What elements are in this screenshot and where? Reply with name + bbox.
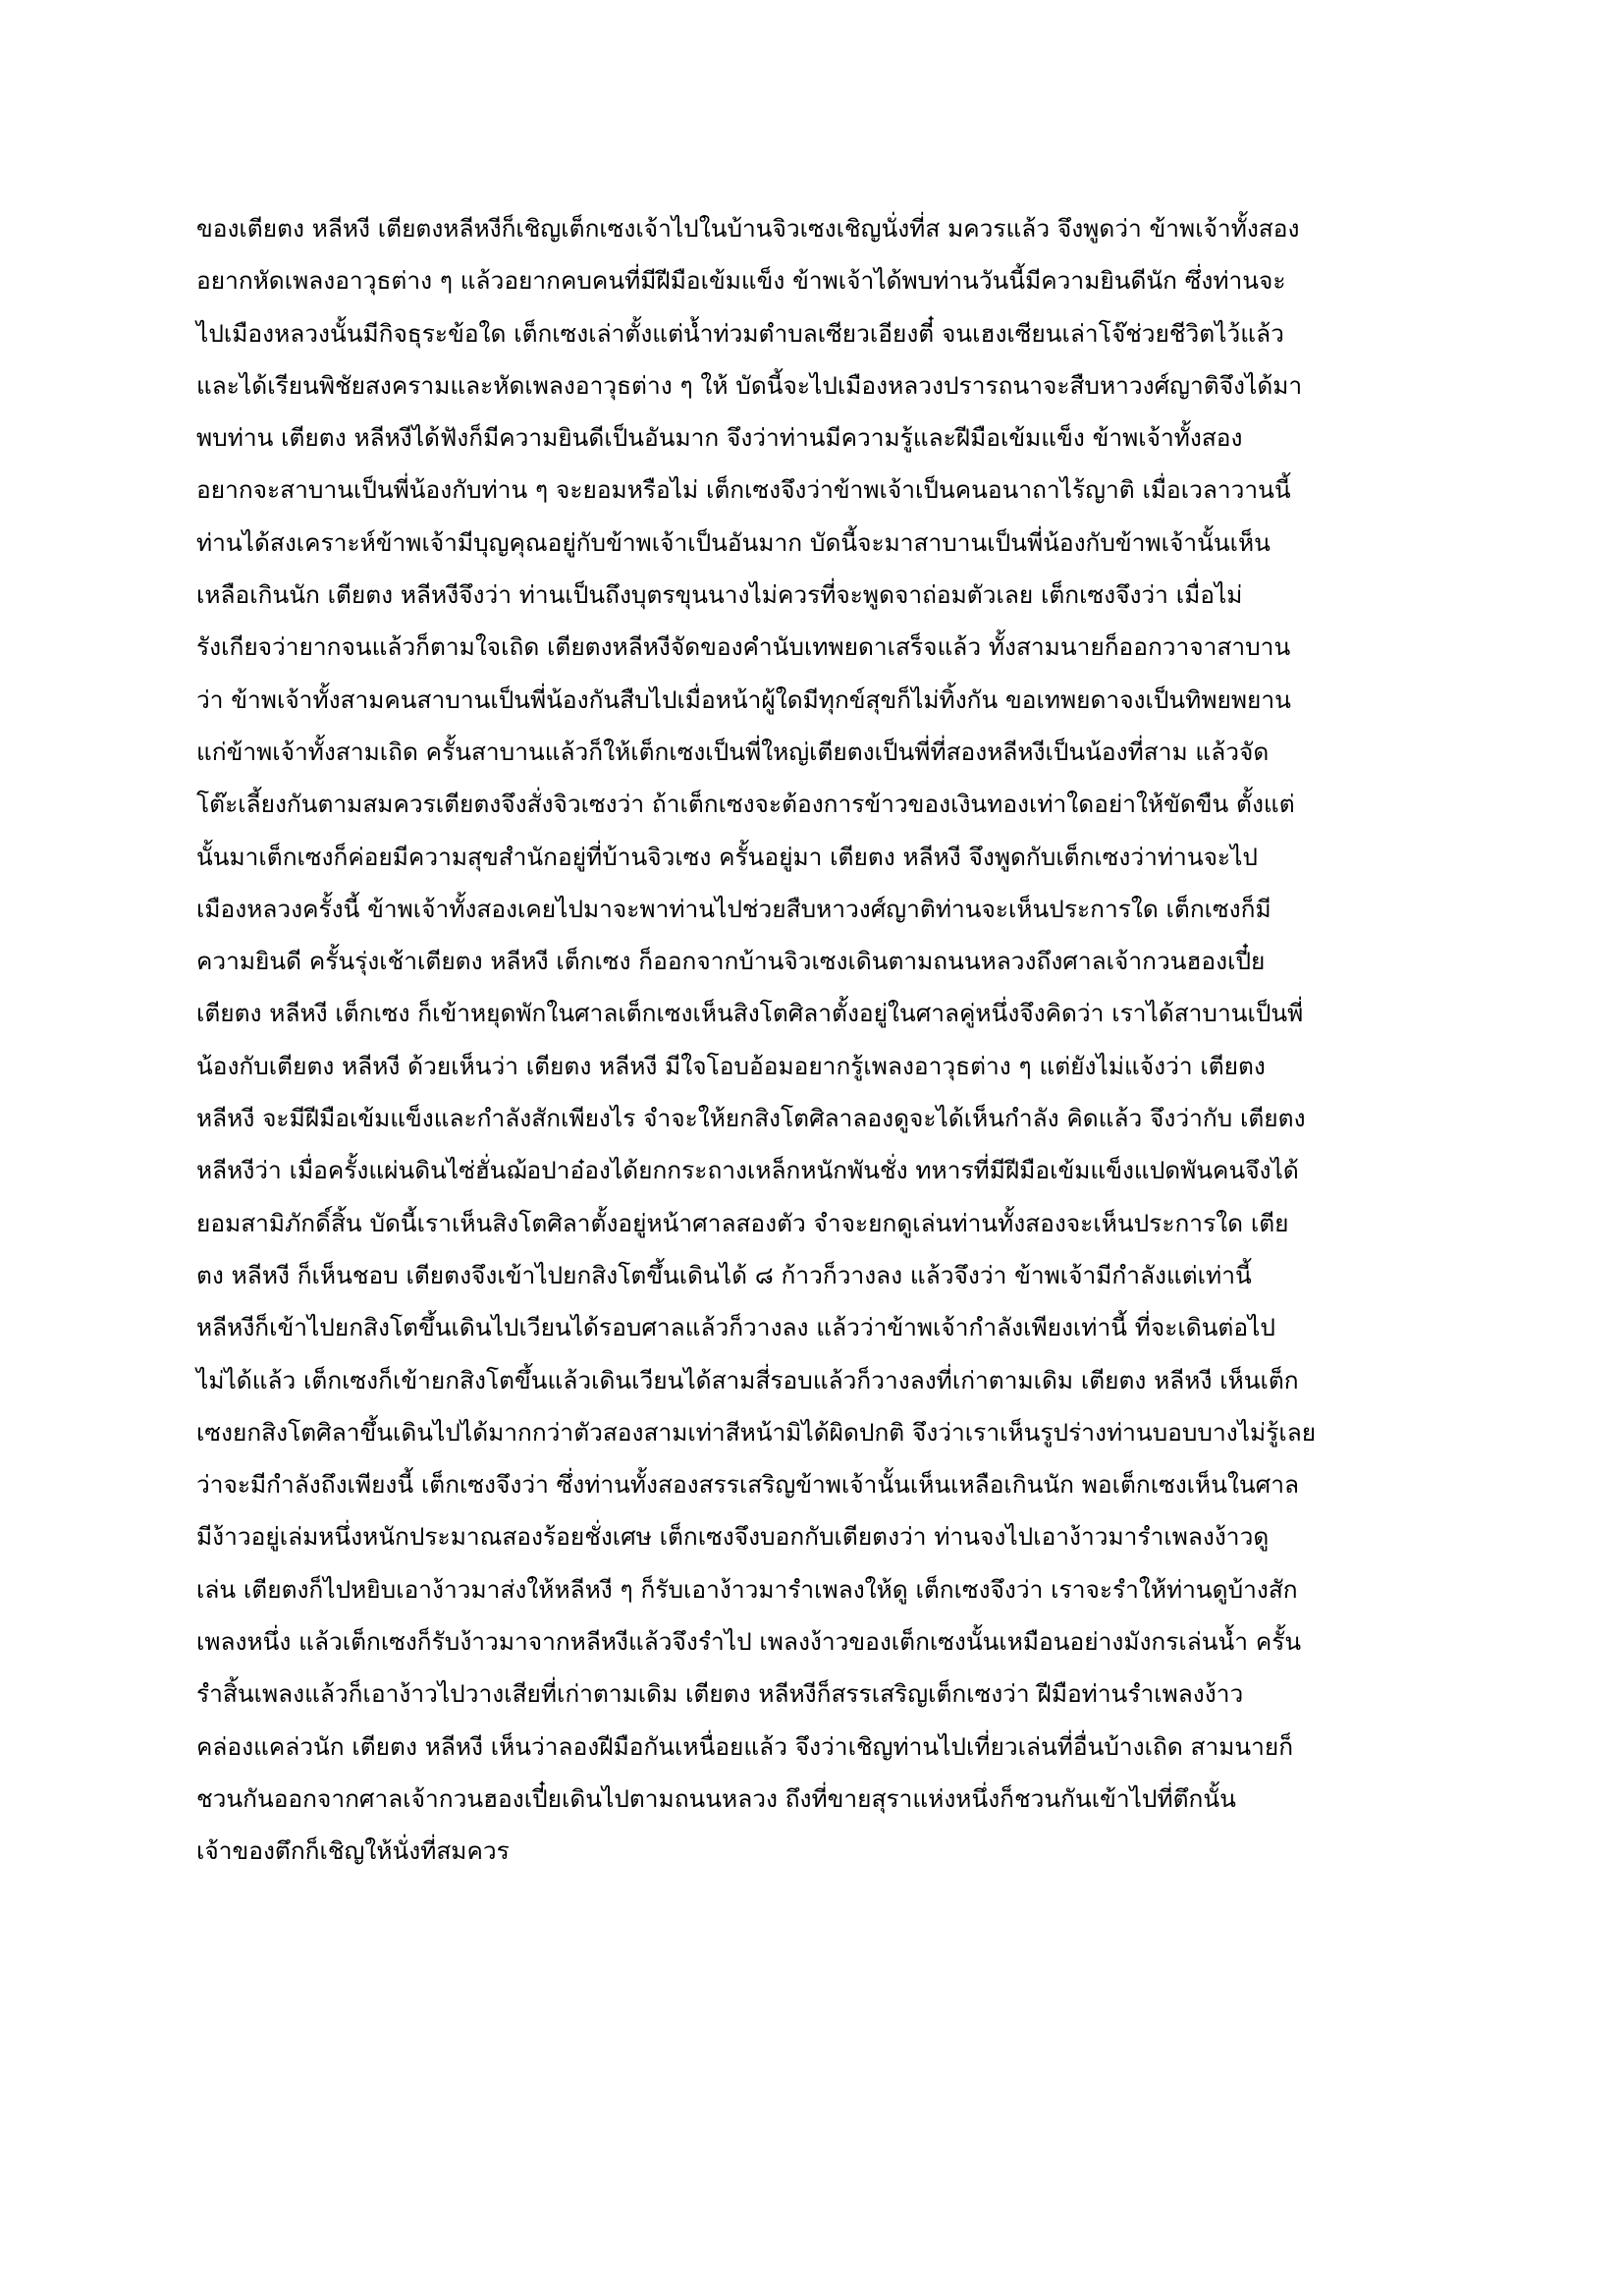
text-line: เซงยกสิงโตศิลาขึ้นเดินไปได้มากกว่าตัวสองสามเท่าสีหน้ามิได้ผิดปกติ จึงว่าเราเห็นรูปร่างท่านบอบบางไม่รู้เลย <box>196 1417 1317 1447</box>
text-line: เล่น เตียตงก็ไปหยิบเอาง้าวมาส่งให้หลีหงี ๆ ก็รับเอาง้าวมารำเพลงให้ดู เต็กเซงจึงว่า เราจะรำให้ท่านดูบ้างสัก <box>196 1574 1298 1604</box>
body-text <box>196 202 1443 1878</box>
text-line: หลีหงีว่า เมื่อครั้งแผ่นดินไซ่ฮั่นฌ้อปาอ๋องได้ยกกระถางเหล็กหนักพันชั่ง ทหารที่มีฝีมือเข้มแข็งแปดพันคนจึงได้ <box>196 1156 1299 1185</box>
text-line: แก่ข้าพเจ้าทั้งสามเถิด ครั้นสาบานแล้วก็ให้เต็กเซงเป็นพี่ใหญ่เตียตงเป็นพี่ที่สองหลีหงีเป็นน้องที่สาม แล้วจัด <box>196 737 1270 766</box>
text-line: เตียตง หลีหงี เต็กเซง ก็เข้าหยุดพักในศาลเต็กเซงเห็นสิงโตศิลาตั้งอยู่ในศาลคู่หนึ่งจึงคิดว่า เราได้สาบานเป็นพี่ <box>196 999 1304 1028</box>
text-line: ไม่ได้แล้ว เต็กเซงก็เข้ายกสิงโตขึ้นแล้วเดินเวียนได้สามสี่รอบแล้วก็วางลงที่เก่าตามเดิม เตียตง หลีหงี เห็นเต็ก <box>196 1365 1299 1394</box>
text-line: หลีหงีก็เข้าไปยกสิงโตขึ้นเดินไปเวียนได้รอบศาลแล้วก็วางลง แล้วว่าข้าพเจ้ากำลังเพียงเท่านี้ ที่จะเดินต่อไป <box>196 1313 1275 1342</box>
text-line: ว่า ข้าพเจ้าทั้งสามคนสาบานเป็นพี่น้องกันสืบไปเมื่อหน้าผู้ใดมีทุกข์สุขก็ไม่ทิ้งกัน ขอเทพยดาจงเป็นทิพยพยาน <box>196 684 1291 714</box>
text-line: พบท่าน เตียตง หลีหงีได้ฟังก็มีความยินดีเป็นอันมาก จึงว่าท่านมีความรู้และฝีมือเข้มแข็ง ข้าพเจ้าทั้งสอง <box>196 423 1243 453</box>
text-line: ว่าจะมีกำลังถึงเพียงนี้ เต็กเซงจึงว่า ซึ่งท่านทั้งสองสรรเสริญข้าพเจ้านั้นเห็นเหลือเกินนัก พอเต็กเซงเห็นในศาล <box>196 1470 1299 1500</box>
text-line: นั้นมาเต็กเซงก็ค่อยมีความสุขสำนักอยู่ที่บ้านจิวเซง ครั้นอยู่มา เตียตง หลีหงี จึงพูดกับเต็กเซงว่าท่านจะไป <box>196 842 1258 871</box>
text-line: น้องกับเตียตง หลีหงี ด้วยเห็นว่า เตียตง หลีหงี มีใจโอบอ้อมอยากรู้เพลงอาวุธต่าง ๆ แต่ยังไม่แจ้งว่า เตียตง <box>196 1051 1266 1080</box>
text-line: ท่านได้สงเคราะห์ข้าพเจ้ามีบุญคุณอยู่กับข้าพเจ้าเป็นอันมาก บัดนี้จะมาสาบานเป็นพี่น้องกับข้าพเจ้านั้นเห็น <box>196 527 1271 557</box>
text-line: ไปเมืองหลวงนั้นมีกิจธุระข้อใด เต็กเซงเล่าตั้งแต่น้ำท่วมตำบลเซียวเอียงตี๋ จนเฮงเซียนเล่าโจ๊ช่วยชีวิตไว้แล้ว <box>196 318 1284 348</box>
text-line: อยากจะสาบานเป็นพี่น้องกับท่าน ๆ จะยอมหรือไม่ เต็กเซงจึงว่าข้าพเจ้าเป็นคนอนาถาไร้ญาติ เมื่อเวลาวานนี้ <box>196 475 1291 505</box>
text-line: เมืองหลวงครั้งนี้ ข้าพเจ้าทั้งสองเคยไปมาจะพาท่านไปช่วยสืบหาวงศ์ญาติท่านจะเห็นประการใด เต็กเซงก็มี <box>196 894 1271 923</box>
text-line: ชวนกันออกจากศาลเจ้ากวนฮองเปี๋ยเดินไปตามถนนหลวง ถึงที่ขายสุราแห่งหนึ่งก็ชวนกันเข้าไปที่ตึกนั้น <box>196 1783 1236 1813</box>
text-line: และได้เรียนพิชัยสงครามและหัดเพลงอาวุธต่าง ๆ ให้ บัดนี้จะไปเมืองหลวงปรารถนาจะสืบหาวงศ์ญาติจึงได้มา <box>196 370 1303 400</box>
text-line: ยอมสามิภักดิ์สิ้น บัดนี้เราเห็นสิงโตศิลาตั้งอยู่หน้าศาลสองตัว จำจะยกดูเล่นท่านทั้งสองจะเห็นประการใด เตีย <box>196 1208 1289 1237</box>
text-line: ของเตียตง หลีหงี เตียตงหลีหงีก็เชิญเต็กเซงเจ้าไปในบ้านจิวเซงเชิญนั่งที่ส มควรแล้ว จึงพูดว่า ข้าพเจ้าทั้งสอง <box>196 214 1300 243</box>
text-line: อยากหัดเพลงอาวุธต่าง ๆ แล้วอยากคบคนที่มีฝีมือเข้มแข็ง ข้าพเจ้าได้พบท่านวันนี้มีความยินดีนัก ซึ่งท่านจะ <box>196 266 1286 296</box>
text-line: รังเกียจว่ายากจนแล้วก็ตามใจเถิด เตียตงหลีหงีจัดของคำนับเทพยดาเสร็จแล้ว ทั้งสามนายก็ออกวาจาสาบาน <box>196 632 1291 662</box>
text-line: เจ้าของตึกก็เชิญให้นั่งที่สมควร <box>196 1836 510 1866</box>
text-line: เหลือเกินนัก เตียตง หลีหงีจึงว่า ท่านเป็นถึงบุตรขุนนางไม่ควรที่จะพูดจาถ่อมตัวเลย เต็กเซงจึงว่า เมื่อไม่ <box>196 580 1243 610</box>
text-line: มีง้าวอยู่เล่มหนึ่งหนักประมาณสองร้อยชั่งเศษ เต็กเซงจึงบอกกับเตียตงว่า ท่านจงไปเอาง้าวมารำเพลงง้าวดู <box>196 1522 1270 1552</box>
text-line: หลีหงี จะมีฝีมือเข้มแข็งและกำลังสักเพียงไร จำจะให้ยกสิงโตศิลาลองดูจะได้เห็นกำลัง คิดแล้ว จึงว่ากับ เตียตง <box>196 1104 1306 1133</box>
text-line: ความยินดี ครั้นรุ่งเช้าเตียตง หลีหงี เต็กเซง ก็ออกจากบ้านจิวเซงเดินตามถนนหลวงถึงศาลเจ้ากวนฮองเปี๋ย <box>196 947 1266 976</box>
text-line: รำสิ้นเพลงแล้วก็เอาง้าวไปวางเสียที่เก่าตามเดิม เตียตง หลีหงีก็สรรเสริญเต็กเซงว่า ฝีมือท่านรำเพลงง้าว <box>196 1679 1244 1709</box>
text-line: ตง หลีหงี ก็เห็นชอบ เตียตงจึงเข้าไปยกสิงโตขึ้นเดินได้ ๘ ก้าวก็วางลง แล้วจึงว่า ข้าพเจ้ามีกำลังแต่เท่านี้ <box>196 1260 1252 1289</box>
text-line: โต๊ะเลี้ยงกันตามสมควรเตียตงจึงสั่งจิวเซงว่า ถ้าเต็กเซงจะต้องการข้าวของเงินทองเท่าใดอย่าให้ขัดขืน ตั้งแต่ <box>196 790 1295 819</box>
text-line: เพลงหนึ่ง แล้วเต็กเซงก็รับง้าวมาจากหลีหงีแล้วจึงรำไป เพลงง้าวของเต็กเซงนั้นเหมือนอย่างมังกรเล่นน้ำ ครั้น <box>196 1627 1302 1657</box>
text-line: คล่องแคล่วนัก เตียตง หลีหงี เห็นว่าลองฝีมือกันเหนื่อยแล้ว จึงว่าเชิญท่านไปเที่ยวเล่นที่อื่นบ้างเถิด สามนายก็ <box>196 1731 1294 1761</box>
